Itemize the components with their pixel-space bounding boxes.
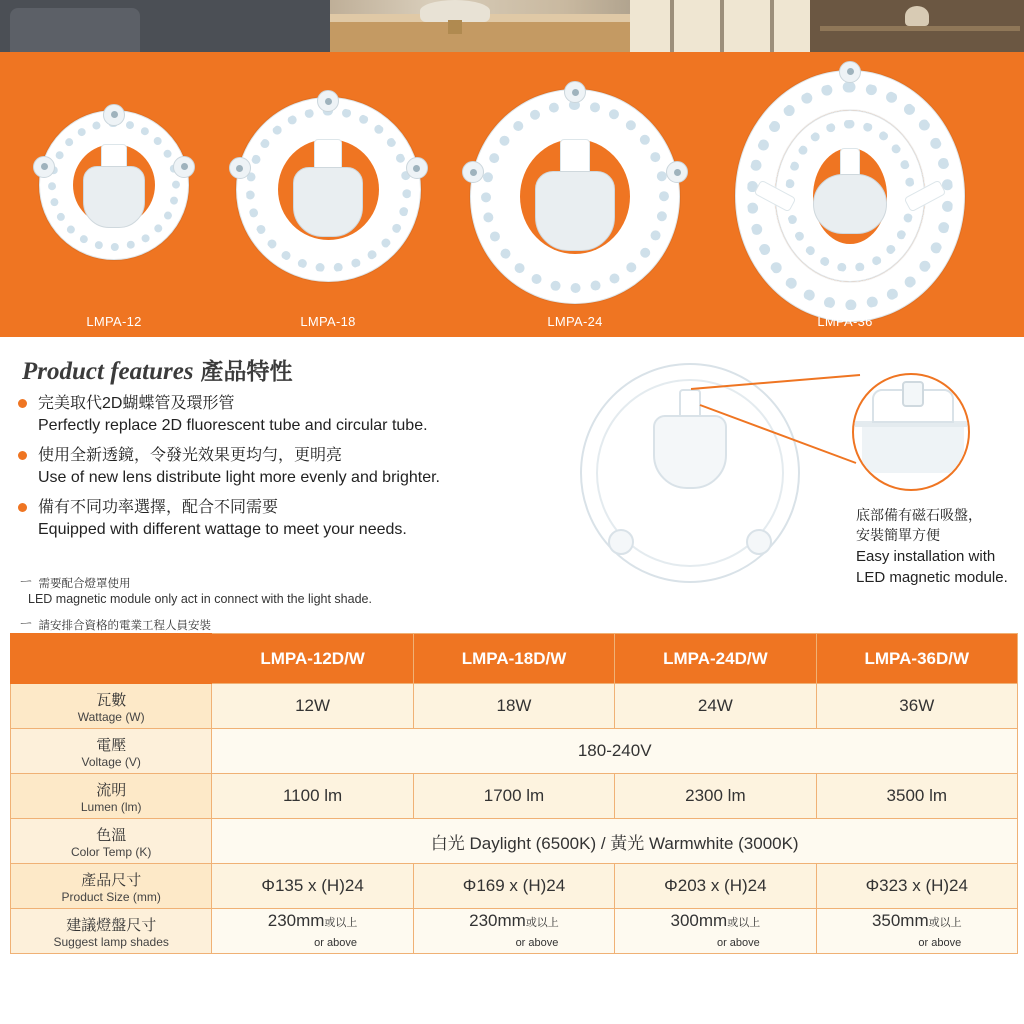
features-title (22, 353, 292, 386)
feature-bullet (18, 497, 538, 540)
cell-value (212, 909, 413, 954)
footnote-zh: 需要配合燈罩使用 (38, 578, 131, 590)
led-module-graphic (470, 89, 680, 304)
callout-en-line2: LED magnetic module. (856, 569, 1008, 587)
cell-value: Φ203 x (H)24 (615, 864, 816, 909)
cell-value: Φ169 x (H)24 (413, 864, 614, 909)
product-label: LMPA-12 (86, 314, 142, 329)
row-header (11, 819, 212, 864)
shade-zh: 或以上 (727, 917, 761, 929)
row-header-zh: 瓦數 (96, 691, 127, 709)
footnote-en: LED magnetic module only act in connect with the light shade. (28, 592, 372, 606)
product-item-lmpa-24 (470, 62, 680, 337)
feature-bullet (18, 393, 538, 436)
shade-en: or above (716, 937, 760, 949)
feature-text-en: Perfectly replace 2D fluorescent tube and circular tube. (38, 416, 428, 434)
product-item-lmpa-12 (14, 62, 214, 337)
row-header-zh: 產品尺寸 (81, 871, 142, 889)
magnet-callout-text (856, 505, 1024, 589)
cell-value-merged: 180-240V (212, 729, 1018, 774)
table-row (11, 774, 1018, 819)
table-row (11, 909, 1018, 954)
photo-window (630, 0, 810, 52)
led-module-graphic (236, 97, 421, 282)
shade-size: 300mm (670, 911, 728, 930)
row-header (11, 729, 212, 774)
magnet-diagram (560, 345, 1024, 627)
cell-value: 12W (212, 684, 413, 729)
feature-text-en: Equipped with different wattage to meet your needs. (38, 520, 407, 538)
led-module-graphic (39, 110, 189, 260)
photo-table (330, 20, 630, 52)
table-col-lmpa-12: LMPA-12D/W (212, 634, 413, 684)
photo-lamp (420, 0, 490, 22)
product-item-lmpa-18 (228, 62, 428, 337)
shade-size: 230mm (469, 911, 526, 930)
row-header-en: Wattage (W) (77, 709, 145, 724)
product-label: LMPA-24 (547, 314, 603, 329)
shade-size: 230mm (267, 911, 325, 930)
table-header-row (11, 634, 1018, 684)
cell-value (816, 909, 1017, 954)
callout-zh-line1: 底部備有磁石吸盤， (856, 507, 982, 523)
product-hero-banner (0, 52, 1024, 337)
features-title-zh: 產品特性 (200, 358, 293, 384)
led-module-graphic (735, 70, 965, 322)
row-header-zh: 流明 (96, 781, 127, 799)
feature-text-zh: 完美取代2D蝴蝶管及環形管 (38, 395, 235, 412)
callout-zh-line2: 安裝簡單方便 (856, 527, 940, 544)
row-header-en: Lumen (lm) (80, 799, 142, 814)
features-title-en: Product features (22, 358, 194, 385)
table-col-lmpa-36: LMPA-36D/W (816, 634, 1017, 684)
shade-zh: 或以上 (525, 917, 559, 929)
row-header-zh: 色溫 (96, 826, 127, 844)
feature-bullet-list (18, 393, 538, 550)
product-label: LMPA-36 (817, 314, 873, 329)
photo-shelf (820, 26, 1020, 31)
product-features-section (0, 337, 1024, 633)
row-header-en: Color Temp (K) (70, 844, 152, 859)
row-header-en: Voltage (V) (81, 754, 141, 769)
shade-size: 350mm (871, 911, 929, 930)
dash-icon: ㄧ (18, 574, 35, 591)
row-header-en: Suggest lamp shades (53, 934, 169, 949)
footnote (18, 569, 558, 606)
feature-text-zh: 使用全新透鏡，令發光效果更均勻，更明亮 (38, 447, 343, 465)
feature-bullet (18, 445, 538, 488)
cell-value: 3500 lm (816, 774, 1017, 819)
row-header (11, 864, 212, 909)
row-header (11, 909, 212, 954)
cell-value: 18W (413, 684, 614, 729)
row-header (11, 774, 212, 819)
table-col-lmpa-18: LMPA-18D/W (413, 634, 614, 684)
photo-sofa (0, 0, 330, 52)
cell-value: Φ323 x (H)24 (816, 864, 1017, 909)
callout-en-line1: Easy installation with (856, 547, 996, 565)
product-item-lmpa-36 (755, 54, 965, 337)
row-header-zh: 電壓 (96, 736, 127, 754)
cell-value: 2300 lm (615, 774, 816, 819)
bullet-dot-icon (18, 399, 27, 408)
table-corner-cell (11, 634, 212, 684)
cell-value: 1700 lm (413, 774, 614, 819)
photo-lamp-base (448, 20, 462, 34)
row-header-zh: 建議燈盤尺寸 (66, 916, 157, 934)
product-label: LMPA-18 (300, 314, 356, 329)
footnote-zh: 請安排合資格的電業工程人員安裝 (38, 620, 211, 632)
table-row (11, 819, 1018, 864)
cell-value: Φ135 x (H)24 (212, 864, 413, 909)
spec-table (10, 633, 1018, 954)
cell-value: 24W (615, 684, 816, 729)
shade-en: or above (918, 937, 962, 949)
photo-vase (905, 6, 929, 26)
feature-text-zh: 備有不同功率選擇，配合不同需要 (38, 499, 279, 517)
row-header-en: Product Size (mm) (61, 889, 161, 904)
dash-icon: ㄧ (18, 616, 35, 633)
cell-value (413, 909, 614, 954)
bullet-dot-icon (18, 451, 27, 460)
cell-value-merged: 白光 Daylight (6500K) / 黃光 Warmwhite (3000K) (212, 819, 1018, 864)
table-row (11, 864, 1018, 909)
interior-photo-banner (0, 0, 1024, 52)
table-row (11, 729, 1018, 774)
shade-en: or above (515, 937, 559, 949)
row-header (11, 684, 212, 729)
cell-value (615, 909, 816, 954)
magnified-detail-circle (852, 373, 970, 491)
bullet-dot-icon (18, 503, 27, 512)
specification-table (10, 633, 1018, 954)
table-row (11, 684, 1018, 729)
shade-en: or above (314, 937, 357, 949)
cell-value: 36W (816, 684, 1017, 729)
cell-value: 1100 lm (212, 774, 413, 819)
table-col-lmpa-24: LMPA-24D/W (615, 634, 816, 684)
shade-zh: 或以上 (928, 917, 962, 929)
shade-zh: 或以上 (324, 917, 358, 929)
feature-text-en: Use of new lens distribute light more evenly and brighter. (38, 468, 440, 486)
